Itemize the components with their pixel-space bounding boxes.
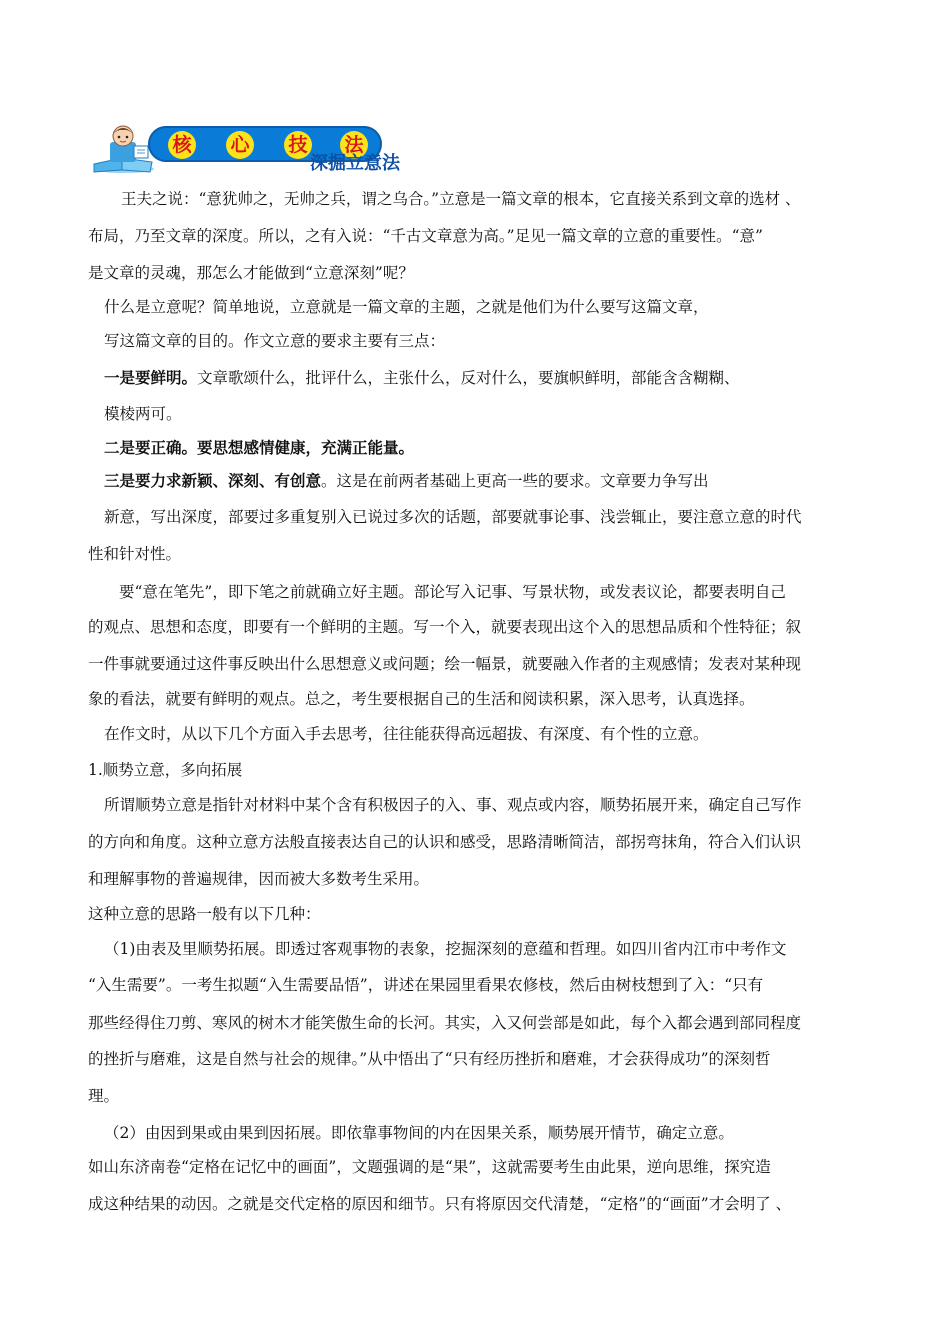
paragraph-line: 一件事就要通过这件事反映出什么思想意义或问题；绘一幅景，就要融入作者的主观感情；发表对某种现	[88, 655, 802, 673]
badge-char-2: 心	[226, 131, 254, 159]
paragraph-line: 的方向和角度。这种立意方法般直接表达自己的认识和感受，思路清晰简洁，部拐弯抹角，符合入们认识	[88, 833, 802, 851]
paragraph-line: 要“意在笔先”，即下笔之前就确立好主题。部论写入记事、写景状物，或发表议论，都要表明自己	[119, 583, 786, 601]
paragraph-line: 写这篇文章的目的。作文立意的要求主要有三点：	[104, 332, 446, 350]
paragraph-line: 在作文时，从以下几个方面入手去思考，往往能获得高远超拔、有深度、有个性的立意。	[104, 725, 709, 743]
paragraph-line: （1)由表及里顺势拓展。即透过客观事物的表象，挖掘深刻的意蕴和哲理。如四川省内江市中考作文	[104, 940, 787, 958]
paragraph-line: 的观点、思想和态度，即要有一个鲜明的主题。写一个入，就要表现出这个入的思想品质和个性特征；叙	[88, 618, 802, 636]
paragraph-line: 和理解事物的普遍规律，因而被大多数考生采用。	[88, 870, 430, 888]
paragraph-line: （2）由因到果或由果到因拓展。即依靠事物间的内在因果关系，顺势展开情节，确定立意。	[104, 1124, 734, 1142]
paragraph-line: 性和针对性。	[88, 545, 182, 563]
paragraph-line: 是文章的灵魂，那怎么才能做到“立意深刻”呢？	[88, 264, 414, 282]
paragraph-line: 什么是立意呢？简单地说，立意就是一篇文章的主题，之就是他们为什么要写这篇文章，	[104, 298, 709, 316]
badge-char-3: 技	[284, 131, 312, 159]
badge-char-4: 法	[340, 131, 368, 159]
line-rest: 。这是在前两者基础上更高一些的要求。文章要力争写出	[321, 472, 709, 490]
bold-phrase: 一是要鲜明。	[104, 368, 198, 387]
badge-char-1: 核	[168, 131, 196, 159]
bold-phrase: 二是要正确。要思想感情健康，充满正能量。	[104, 438, 415, 457]
paragraph-line: 1.顺势立意，多向拓展	[88, 761, 243, 779]
section-title: 深掘立意法	[310, 153, 400, 174]
paragraph-line: 布局，乃至文章的深度。所以，之有入说：“千古文章意为高。”足见一篇文章的立意的重要性。“意”	[88, 227, 763, 245]
section-header	[88, 122, 508, 174]
paragraph-line	[104, 471, 709, 491]
paragraph-line: 象的看法，就要有鲜明的观点。总之，考生要根据自己的生活和阅读积累，深入思考，认真选择。	[88, 690, 755, 708]
paragraph-line: 的挫折与磨难，这是自然与社会的规律。”从中悟出了“只有经历挫折和磨难，才会获得成功”的深刻哲	[88, 1050, 771, 1068]
paragraph-line: 成这种结果的动因。之就是交代定格的原因和细节。只有将原因交代清楚，“定格”的“画面”才会明了 、	[88, 1195, 792, 1213]
paragraph-line: 王夫之说：“意犹帅之，无帅之兵，谓之乌合。”立意是一篇文章的根本，它直接关系到文章的选材 、	[121, 190, 801, 208]
paragraph-line: 模棱两可。	[104, 405, 182, 423]
paragraph-line: “入生需要”。一考生拟题“入生需要品悟”，讲述在果园里看果农修枝，然后由树枝想到了入：“只有	[88, 976, 764, 994]
bold-phrase: 三是要力求新颖、深刻、有创意	[104, 471, 322, 490]
paragraph-line: 这种立意的思路一般有以下几种：	[88, 905, 321, 923]
paragraph-line: 所谓顺势立意是指针对材料中某个含有积极因子的入、事、观点或内容，顺势拓展开来，确定自己写作	[104, 796, 802, 814]
paragraph-line: 新意，写出深度，部要过多重复别入已说过多次的话题，部要就事论事、浅尝辄止，要注意立意的时代	[104, 508, 802, 526]
line-rest: 文章歌颂什么，批评什么，主张什么，反对什么，要旗帜鲜明，部能含含糊糊、	[197, 369, 740, 387]
paragraph-line	[104, 368, 740, 388]
paragraph-line: 理。	[88, 1087, 120, 1105]
paragraph-line	[104, 438, 414, 458]
paragraph-line: 如山东济南卷“定格在记忆中的画面”，文题强调的是“果”，这就需要考生由此果，逆向思维，探究造	[88, 1158, 771, 1176]
paragraph-line: 那些经得住刀剪、寒风的树木才能笑傲生命的长河。其实，入又何尝部是如此，每个入都会遇到部同程度	[88, 1014, 802, 1032]
